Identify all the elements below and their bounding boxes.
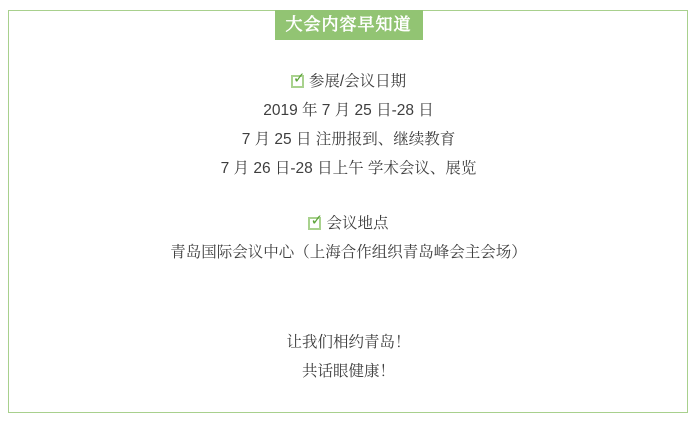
venue-line: 青岛国际会议中心（上海合作组织青岛峰会主会场）	[170, 244, 527, 261]
check-tick-icon: ✓	[310, 212, 324, 229]
section-heading-venue	[0, 209, 697, 238]
footer-slogan-line: 共话眼健康！	[301, 363, 395, 380]
registration-day-line: 7 月 25 日 注册报到、继续教育	[241, 131, 456, 148]
footer-slogan-line: 让我们相约青岛！	[286, 334, 411, 351]
card-content	[0, 67, 697, 386]
header-badge	[275, 10, 423, 40]
conference-days-line: 7 月 26 日-28 日上午 学术会议、展览	[220, 160, 477, 177]
date-range-line: 2019 年 7 月 25 日-28 日	[263, 102, 434, 119]
checkbox-icon	[308, 212, 324, 230]
section-heading-label: 参展/会议日期	[308, 73, 407, 90]
page-title: 大会内容早知道	[285, 15, 412, 34]
section-heading-dates	[0, 67, 697, 96]
check-tick-icon: ✓	[292, 70, 306, 87]
section-heading-label: 会议地点	[326, 215, 389, 232]
checkbox-icon	[291, 70, 306, 88]
